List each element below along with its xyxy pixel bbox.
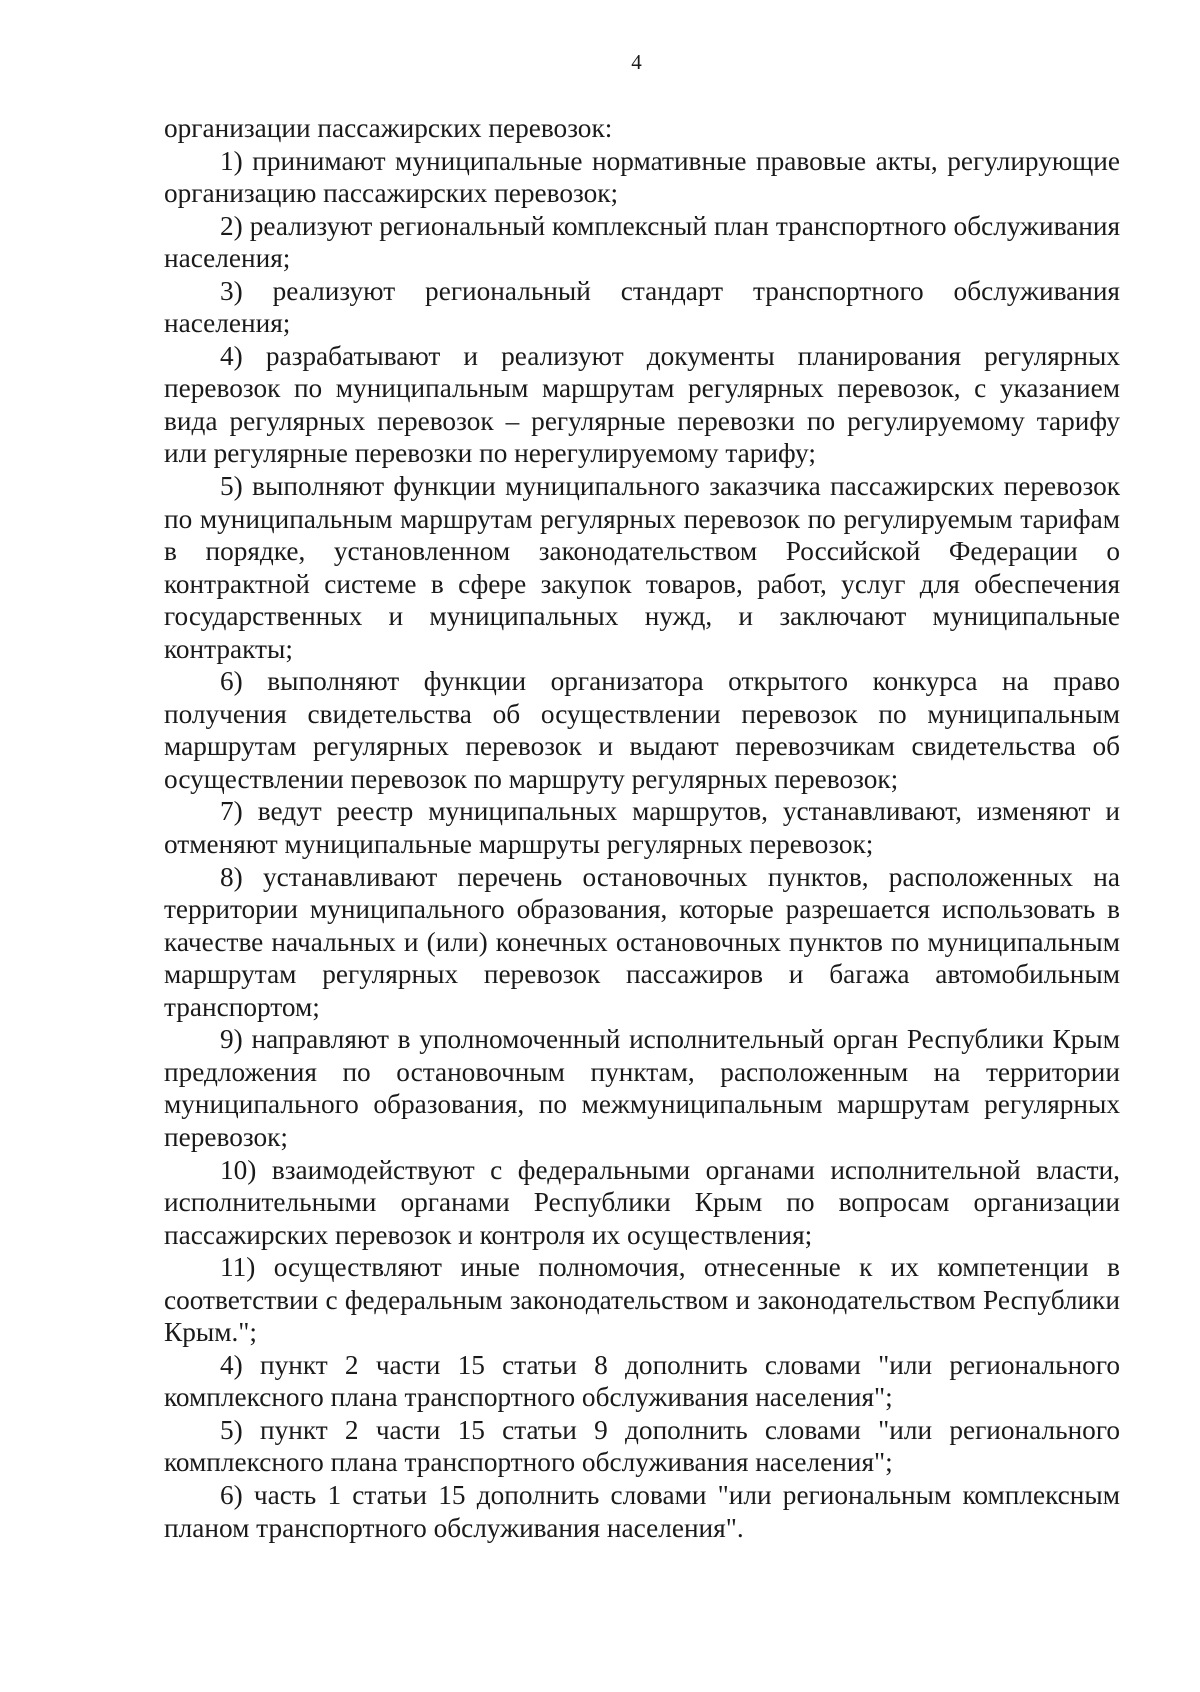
paragraph-item-11: 11) осуществляют иные полномочия, отнесенные к их компетенции в соответствии с федеральным законодательством и законодательством Республики Крым.";	[164, 1252, 1120, 1348]
paragraph-item-7: 7) ведут реестр муниципальных маршрутов, устанавливают, изменяют и отменяют муниципальные маршруты регулярных перевозок;	[164, 796, 1120, 860]
paragraph-item-10: 10) взаимодействуют с федеральными органами исполнительной власти, исполнительными органами Республики Крым по вопросам организации пассажирских перевозок и контроля их осуществления;	[164, 1154, 1120, 1250]
amendment-item-5: 5) пункт 2 части 15 статьи 9 дополнить словами "или регионального комплексного плана транспортного обслуживания населения";	[164, 1414, 1120, 1478]
amendment-item-6: 6) часть 1 статьи 15 дополнить словами "или региональным комплексным планом транспортного обслуживания населения".	[164, 1479, 1120, 1543]
paragraph-item-3: 3) реализуют региональный стандарт транспортного обслуживания населения;	[164, 275, 1120, 339]
paragraph-item-9: 9) направляют в уполномоченный исполнительный орган Республики Крым предложения по остановочным пунктам, расположенным на территории муниципального образования, по межмуниципальным маршрутам регулярных перевозок;	[164, 1024, 1120, 1152]
paragraph-item-1: 1) принимают муниципальные нормативные правовые акты, регулирующие организацию пассажирских перевозок;	[164, 145, 1120, 209]
document-body	[164, 112, 1120, 1544]
amendment-item-4: 4) пункт 2 части 15 статьи 8 дополнить словами "или регионального комплексного плана транспортного обслуживания населения";	[164, 1349, 1120, 1413]
paragraph-item-8: 8) устанавливают перечень остановочных пунктов, расположенных на территории муниципального образования, которые разрешается использовать в качестве начальных и (или) конечных остановочных пунктов по муниципальным маршрутам регулярных перевозок пассажиров и багажа автомобильным транспортом;	[164, 861, 1120, 1022]
paragraph-item-5: 5) выполняют функции муниципального заказчика пассажирских перевозок по муниципальным маршрутам регулярных перевозок по регулируемым тарифам в порядке, установленном законодательством Российской Федерации о контрактной системе в сфере закупок товаров, работ, услуг для обеспечения государственных и муниципальных нужд, и заключают муниципальные контракты;	[164, 471, 1120, 664]
paragraph-item-2: 2) реализуют региональный комплексный план транспортного обслуживания населения;	[164, 210, 1120, 274]
paragraph-item-6: 6) выполняют функции организатора открытого конкурса на право получения свидетельства об осуществлении перевозок по муниципальным маршрутам регулярных перевозок и выдают перевозчикам свидетельства об осуществлении перевозок по маршруту регулярных перевозок;	[164, 666, 1120, 794]
paragraph-item-4: 4) разрабатывают и реализуют документы планирования регулярных перевозок по муниципальным маршрутам регулярных перевозок, с указанием вида регулярных перевозок – регулярные перевозки по регулируемому тарифу или регулярные перевозки по нерегулируемому тарифу;	[164, 340, 1120, 469]
paragraph-continuation: организации пассажирских перевозок:	[164, 113, 613, 143]
page-number: 4	[631, 50, 643, 74]
